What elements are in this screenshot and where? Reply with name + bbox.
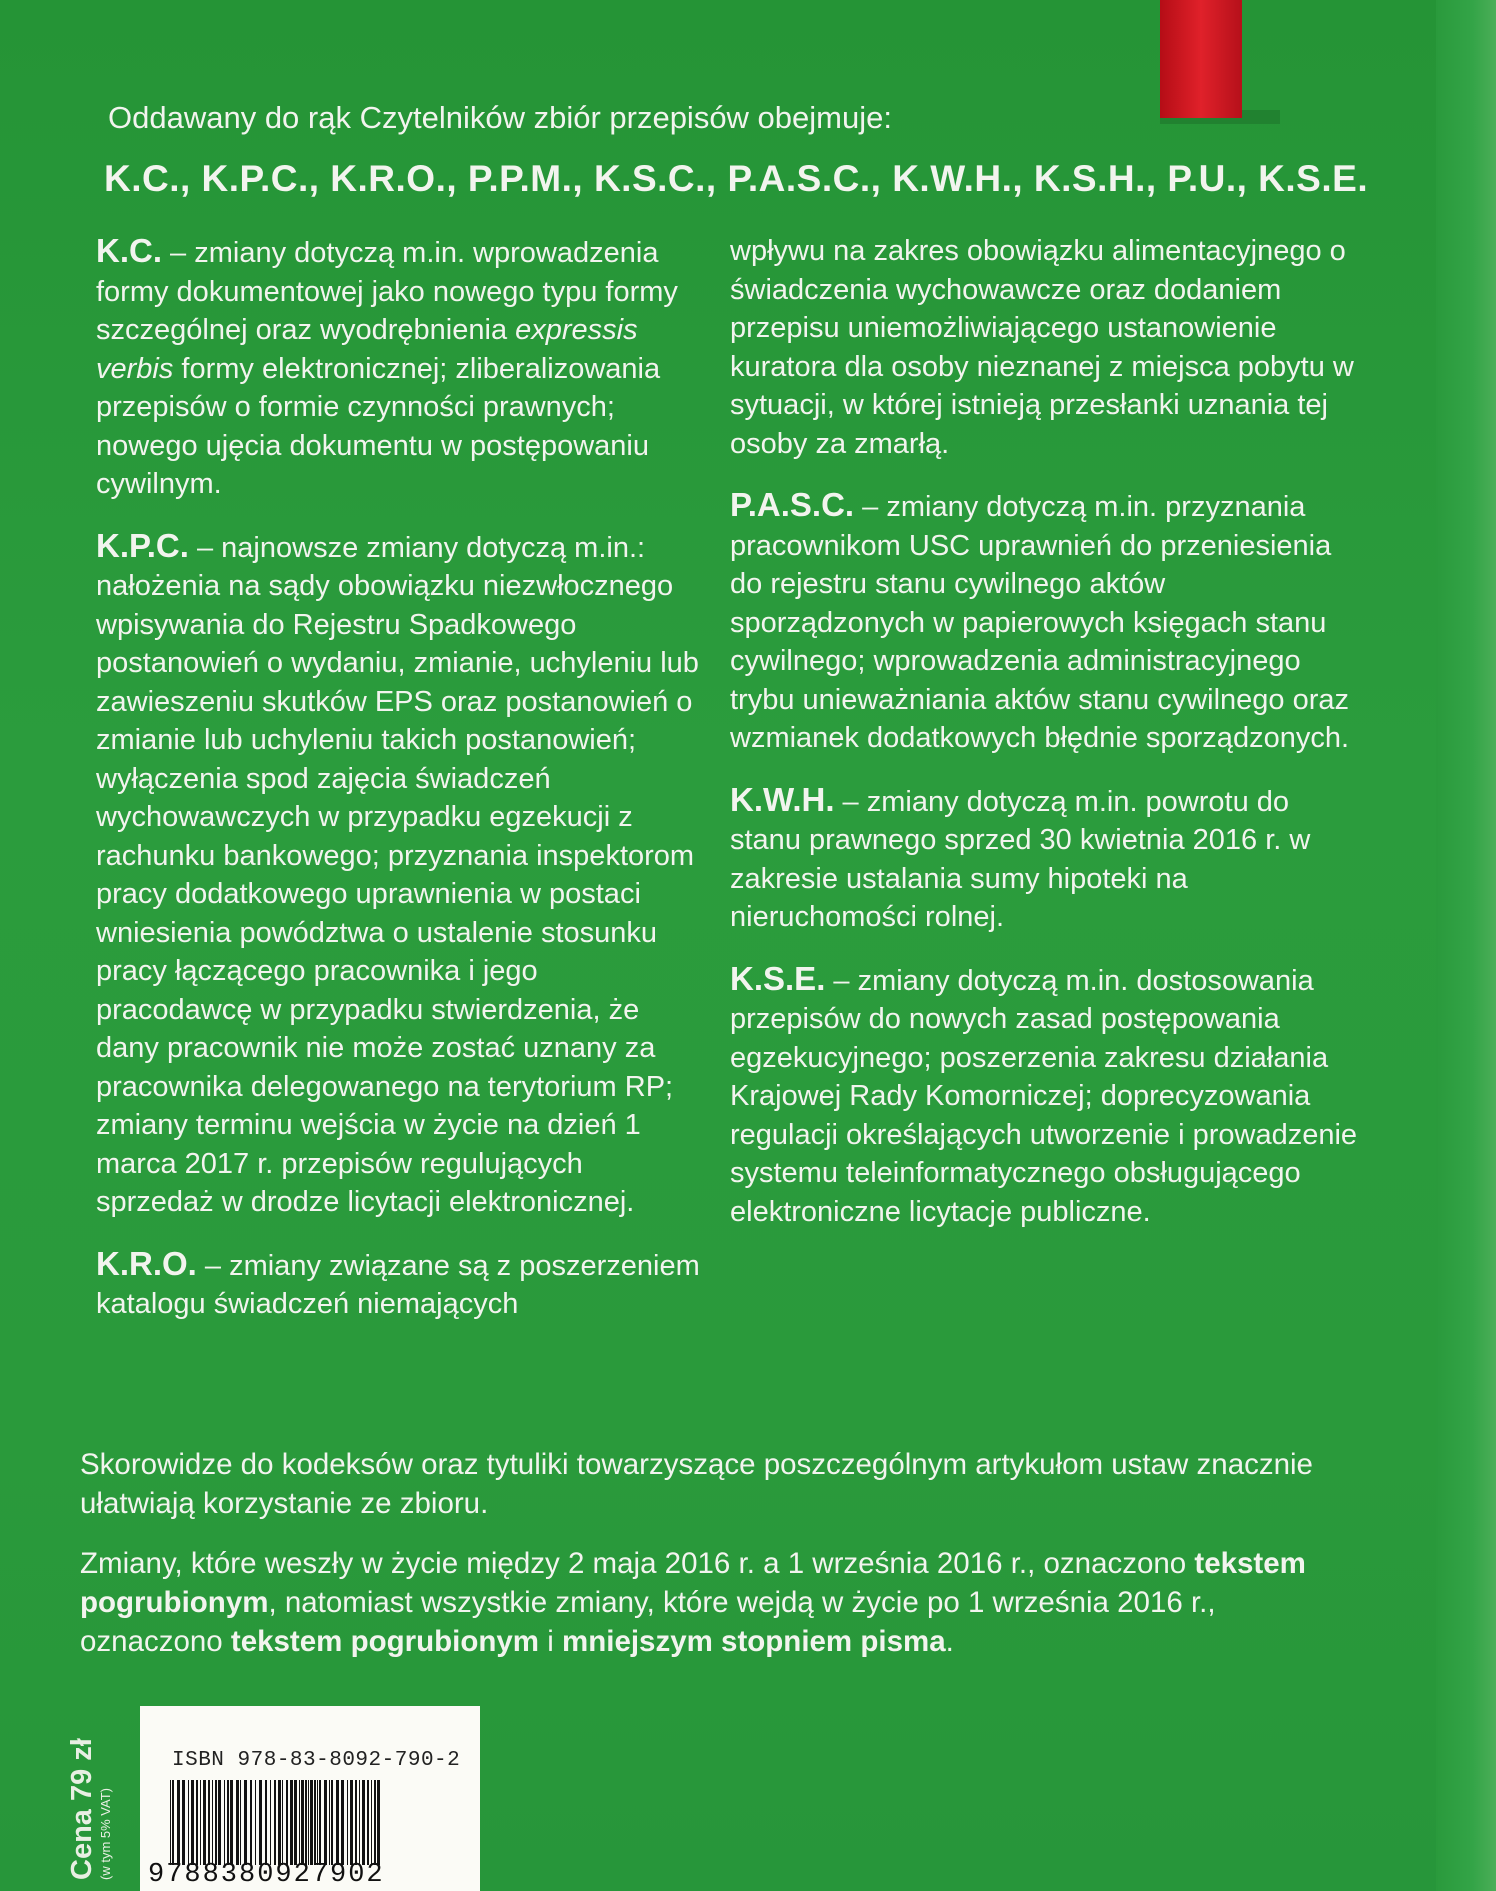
barcode-stripe bbox=[290, 1780, 293, 1865]
kpc-text: – najnowsze zmiany dotyczą m.in.: nałożenia na sądy obowiązku niezwłocznego wpisywania do Rejestru Spadkowego postanowień o wydaniu, zmianie, uchyleniu lub zawieszeniu skutków EPS oraz postanowień o zmianie lub uchyleniu takich postanowień; wyłączenia spod zajęcia świadczeń wychowawczych w przypadku egzekucji z rachunku bankowego; przyznania inspektorom pracy dodatkowego uprawnienia w postaci wniesienia powództwa o ustalenie stosunku pracy łączącego pracownika i jego pracodawcę w przypadku stwierdzenia, że dany pracownik nie może zostać uznany za pracownika delegowanego na terytorium RP; zmiany terminu wejścia w życie na dzień 1 marca 2017 r. przepisów regulujących sprzedaż w drodze licytacji elektronicznej. bbox=[96, 531, 699, 1218]
barcode-stripe bbox=[336, 1780, 339, 1865]
barcode-stripe bbox=[208, 1780, 210, 1865]
pasc-text: – zmiany dotyczą m.in. przyznania pracownikom USC uprawnień do przeniesienia do rejestru stanu cywilnego aktów sporządzonych w papierowych księgach stanu cywilnego; wprowadzenia administracyjnego trybu unieważniania aktów stanu cywilnego oraz wzmianek dodatkowych błędnie sporządzonych. bbox=[730, 491, 1350, 754]
barcode-stripe bbox=[224, 1780, 225, 1865]
changes-text-a: Zmiany, które weszły w życie między 2 maja 2016 r. a 1 września 2016 r., oznaczono bbox=[80, 1547, 1195, 1580]
kro-paragraph bbox=[96, 1245, 701, 1324]
changes-text-c: i bbox=[539, 1625, 562, 1658]
barcode-stripe bbox=[265, 1780, 267, 1865]
barcode-stripe bbox=[270, 1780, 271, 1865]
codes-list: K.C., K.P.C., K.R.O., P.P.M., K.S.C., P.A.S.C., K.W.H., K.S.H., P.U., K.S.E. bbox=[104, 158, 1369, 199]
right-column bbox=[730, 232, 1365, 1254]
barcode-stripe bbox=[314, 1780, 316, 1865]
barcode-stripe bbox=[278, 1780, 281, 1865]
barcode-stripe bbox=[250, 1780, 252, 1865]
kro-continuation: wpływu na zakres obowiązku alimentacyjnego o świadczenia wychowawcze oraz dodaniem przepisu uniemożliwiającego ustanowienie kuratora dla osoby nieznanej z miejsca pobytu w sytuacji, w której istnieją przesłanki uznania tej osoby za zmarłą. bbox=[730, 235, 1354, 460]
kc-text-a: – zmiany dotyczą m.in. wprowadzenia formy dokumentowej jako nowego typu formy szczególnej oraz wyodrębnienia bbox=[96, 237, 678, 346]
bold-example-2: tekstem pogrubionym bbox=[230, 1625, 540, 1658]
barcode-stripe bbox=[170, 1780, 171, 1865]
barcode-stripe bbox=[259, 1780, 262, 1865]
barcode-stripe bbox=[377, 1780, 380, 1865]
barcode-stripe bbox=[182, 1780, 185, 1865]
barcode-stripe bbox=[203, 1780, 206, 1865]
kc-label: K.C. bbox=[96, 232, 162, 269]
bookmark-ribbon bbox=[1160, 0, 1242, 118]
cover-edge bbox=[1436, 0, 1496, 1891]
barcode-stripe bbox=[212, 1780, 213, 1865]
barcode-stripe bbox=[305, 1780, 307, 1865]
kwh-paragraph bbox=[730, 781, 1365, 937]
barcode-stripe bbox=[367, 1780, 369, 1865]
changes-text-b: , natomiast wszystkie zmiany, które wejdą w życie po 1 września 2016 r., oznaczono bbox=[80, 1586, 1216, 1658]
barcode-stripe bbox=[350, 1780, 353, 1865]
barcode-stripe bbox=[324, 1780, 327, 1865]
kro-text: – zmiany związane są z poszerzeniem katalogu świadczeń niemających bbox=[96, 1249, 700, 1320]
bold-example-1: tekstem pogrubionym bbox=[80, 1547, 1306, 1619]
barcode-stripe bbox=[236, 1780, 239, 1865]
barcode-stripe bbox=[244, 1780, 247, 1865]
bold-example-3: mniejszym stopniem pisma bbox=[562, 1625, 946, 1658]
barcode-stripe bbox=[172, 1780, 174, 1865]
barcode-stripe bbox=[331, 1780, 333, 1865]
barcode-stripe bbox=[294, 1780, 297, 1865]
kse-text: – zmiany dotyczą m.in. dostosowania przepisów do nowych zasad postępowania egzekucyjnego; poszerzenia zakresu działania Krajowej Rady Komorniczej; doprecyzowania regulacji określających utworzenie i prowadzenie systemu teleinformatycznego obsługującego elektroniczne licytacje publiczne. bbox=[730, 964, 1358, 1228]
barcode-stripe bbox=[255, 1780, 256, 1865]
barcode-stripe bbox=[299, 1780, 300, 1865]
kpc-label: K.P.C. bbox=[96, 526, 189, 564]
kse-paragraph bbox=[730, 960, 1365, 1232]
barcode-stripe bbox=[188, 1780, 189, 1865]
barcode-stripe bbox=[310, 1780, 313, 1865]
barcode-stripe bbox=[374, 1780, 376, 1865]
barcode-stripe bbox=[240, 1780, 241, 1865]
kwh-text: – zmiany dotyczą m.in. powrotu do stanu prawnego sprzed 30 kwietnia 2016 r. w zakresie ustalania sumy hipoteki na nieruchomości rolnej. bbox=[730, 785, 1311, 933]
kpc-paragraph bbox=[96, 527, 701, 1222]
kwh-label: K.W.H. bbox=[730, 780, 835, 818]
index-note: Skorowidze do kodeksów oraz tytuliki towarzyszące poszczególnym artykułom ustaw znacznie ułatwiają korzystanie ze zbioru. bbox=[80, 1448, 1313, 1520]
price-label: Cena 79 zł bbox=[66, 1738, 98, 1880]
intro-text: Oddawany do rąk Czytelników zbiór przepisów obejmuje: bbox=[108, 100, 892, 135]
barcode-stripe bbox=[341, 1780, 344, 1865]
kro-label: K.R.O. bbox=[96, 1244, 197, 1282]
barcode-stripe bbox=[286, 1780, 288, 1865]
kc-paragraph bbox=[96, 232, 701, 504]
barcode-stripe bbox=[319, 1780, 321, 1865]
barcode-stripe bbox=[371, 1780, 372, 1865]
changes-note bbox=[80, 1544, 1360, 1661]
barcode-number: 9788380927902 bbox=[148, 1860, 385, 1890]
isbn-text: ISBN 978-83-8092-790-2 bbox=[172, 1749, 461, 1772]
barcode-stripe bbox=[282, 1780, 283, 1865]
barcode-stripe bbox=[362, 1780, 365, 1865]
barcode-stripe bbox=[274, 1780, 276, 1865]
vat-note: (w tym 5% VAT) bbox=[98, 1788, 113, 1880]
barcode-stripe bbox=[215, 1780, 217, 1865]
barcode-stripe bbox=[329, 1780, 330, 1865]
price-block bbox=[66, 1720, 114, 1885]
barcode-stripe bbox=[308, 1780, 309, 1865]
barcode-stripe bbox=[191, 1780, 194, 1865]
barcode-stripe bbox=[230, 1780, 233, 1865]
barcode-stripe bbox=[359, 1780, 360, 1865]
pasc-label: P.A.S.C. bbox=[730, 486, 855, 523]
kc-text-b: formy elektronicznej; zliberalizowania przepisów o formie czynności prawnych; nowego ujęcia dokumentu w postępowaniu cywilnym. bbox=[96, 352, 661, 500]
barcode-bars bbox=[168, 1780, 468, 1865]
pasc-paragraph bbox=[730, 486, 1365, 758]
kse-label: K.S.E. bbox=[730, 959, 826, 997]
barcode-stripe bbox=[227, 1780, 229, 1865]
barcode-stripe bbox=[218, 1780, 221, 1865]
barcode-stripe bbox=[196, 1780, 198, 1865]
barcode-stripe bbox=[200, 1780, 201, 1865]
kc-text-italic: expressis verbis bbox=[96, 314, 638, 385]
barcode-stripe bbox=[355, 1780, 357, 1865]
barcode-stripe bbox=[347, 1780, 348, 1865]
barcode-stripe bbox=[177, 1780, 180, 1865]
barcode-stripe bbox=[317, 1780, 318, 1865]
left-column bbox=[96, 232, 701, 1347]
barcode-stripe bbox=[301, 1780, 304, 1865]
changes-text-d: . bbox=[945, 1625, 954, 1658]
